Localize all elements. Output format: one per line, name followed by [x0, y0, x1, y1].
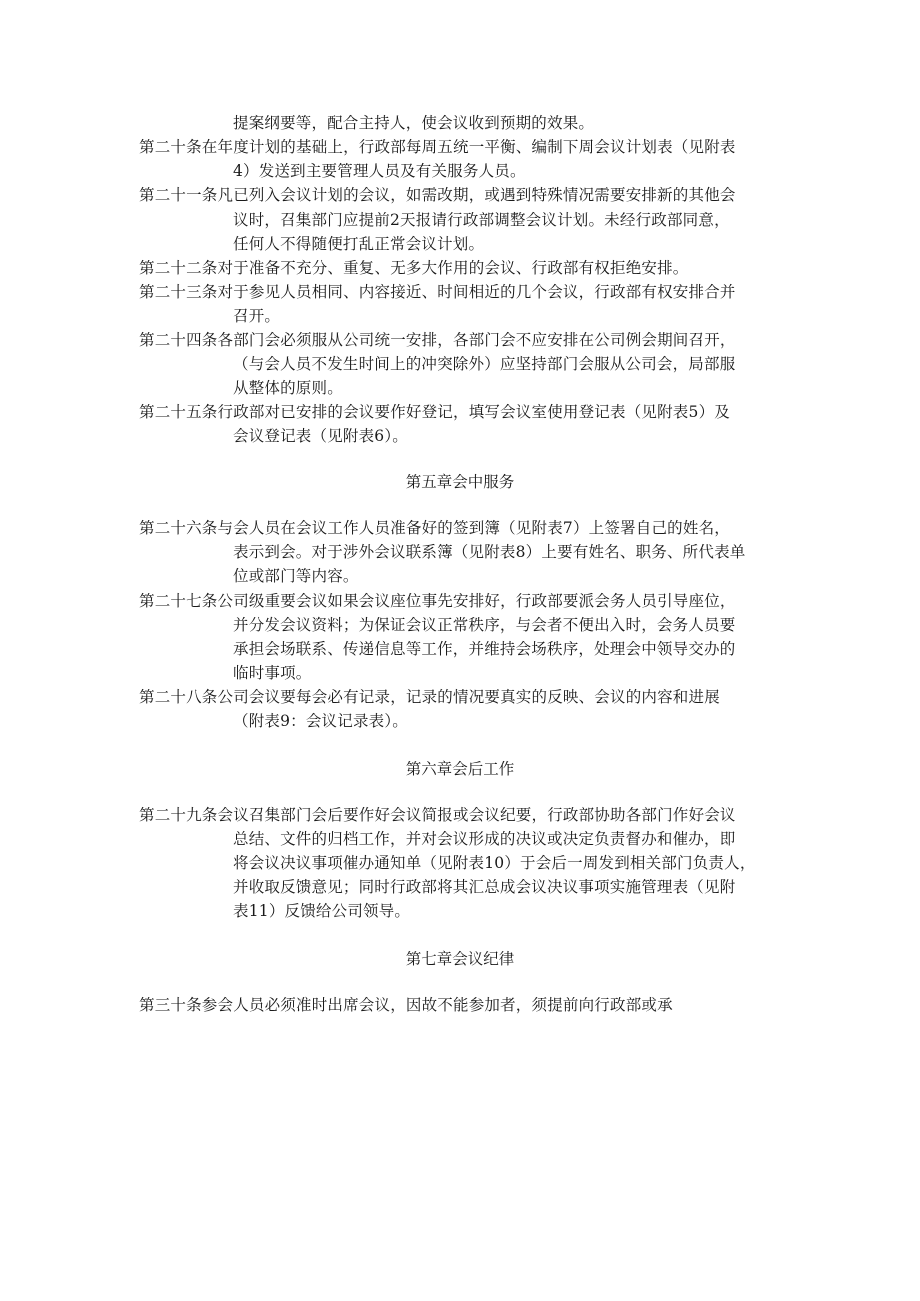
text-line: 承担会场联系、传递信息等工作，并维持会场秩序，处理会中领导交办的	[233, 640, 736, 658]
article-24-line: 第二十四条各部门会必须服从公司统一安排，各部门会不应安排在公司例会期间召开，	[139, 331, 736, 349]
text-line: 并分发会议资料；为保证会议正常秩序，与会者不便出入时，会务人员要	[233, 616, 736, 634]
article-23-line: 第二十三条对于参见人员相同、内容接近、时间相近的几个会议，行政部有权安排合并	[139, 283, 736, 301]
chapter-5-heading: 第五章会中服务	[405, 473, 515, 491]
chapter-7-heading: 第七章会议纪律	[405, 950, 515, 968]
text-line: 总结、文件的归档工作，并对会议形成的决议或决定负责督办和催办，即	[233, 830, 736, 848]
article-28-line: 第二十八条公司会议要每会必有记录，记录的情况要真实的反映、会议的内容和进展	[139, 688, 720, 706]
article-25-line: 第二十五条行政部对已安排的会议要作好登记，填写会议室使用登记表（见附表5）及	[139, 403, 730, 421]
text-line: 表11）反馈给公司领导。	[233, 902, 411, 920]
text-line: （附表9：会议记录表）。	[233, 712, 409, 730]
text-line: 任何人不得随便打乱正常会议计划。	[233, 235, 485, 253]
text-line: 位或部门等内容。	[233, 567, 359, 585]
text-line: （与会人员不发生时间上的冲突除外）应坚持部门会服从公司会，局部服	[233, 355, 736, 373]
article-22-line: 第二十二条对于准备不充分、重复、无多大作用的会议、行政部有权拒绝安排。	[139, 259, 689, 277]
text-line: 从整体的原则。	[233, 379, 343, 397]
article-30-line: 第三十条参会人员必须准时出席会议，因故不能参加者，须提前向行政部或承	[139, 996, 673, 1014]
text-line: 提案纲要等，配合主持人，使会议收到预期的效果。	[233, 114, 595, 132]
text-line: 并收取反馈意见；同时行政部将其汇总成会议决议事项实施管理表（见附	[233, 878, 736, 896]
text-line: 将会议决议事项催办通知单（见附表10）于会后一周发到相关部门负责人，	[233, 854, 756, 872]
text-line: 议时，召集部门应提前2天报请行政部调整会议计划。未经行政部同意，	[233, 211, 730, 229]
text-line: 表示到会。对于涉外会议联系簿（见附表8）上要有姓名、职务、所代表单	[233, 543, 746, 561]
chapter-6-heading: 第六章会后工作	[405, 760, 515, 778]
text-line: 4）发送到主要管理人员及有关服务人员。	[233, 162, 526, 180]
article-29-line: 第二十九条会议召集部门会后要作好会议简报或会议纪要，行政部协助各部门作好会议	[139, 806, 736, 824]
article-26-line: 第二十六条与会人员在会议工作人员准备好的签到簿（见附表7）上签署自己的姓名，	[139, 519, 730, 537]
text-line: 召开。	[233, 307, 281, 325]
text-line: 临时事项。	[233, 664, 312, 682]
article-27-line: 第二十七条公司级重要会议如果会议座位事先安排好，行政部要派会务人员引导座位，	[139, 592, 736, 610]
article-21-line: 第二十一条凡已列入会议计划的会议，如需改期，或遇到特殊情况需要安排新的其他会	[139, 186, 736, 204]
text-line: 会议登记表（见附表6）。	[233, 427, 409, 445]
article-20-line: 第二十条在年度计划的基础上，行政部每周五统一平衡、编制下周会议计划表（见附表	[139, 138, 736, 156]
